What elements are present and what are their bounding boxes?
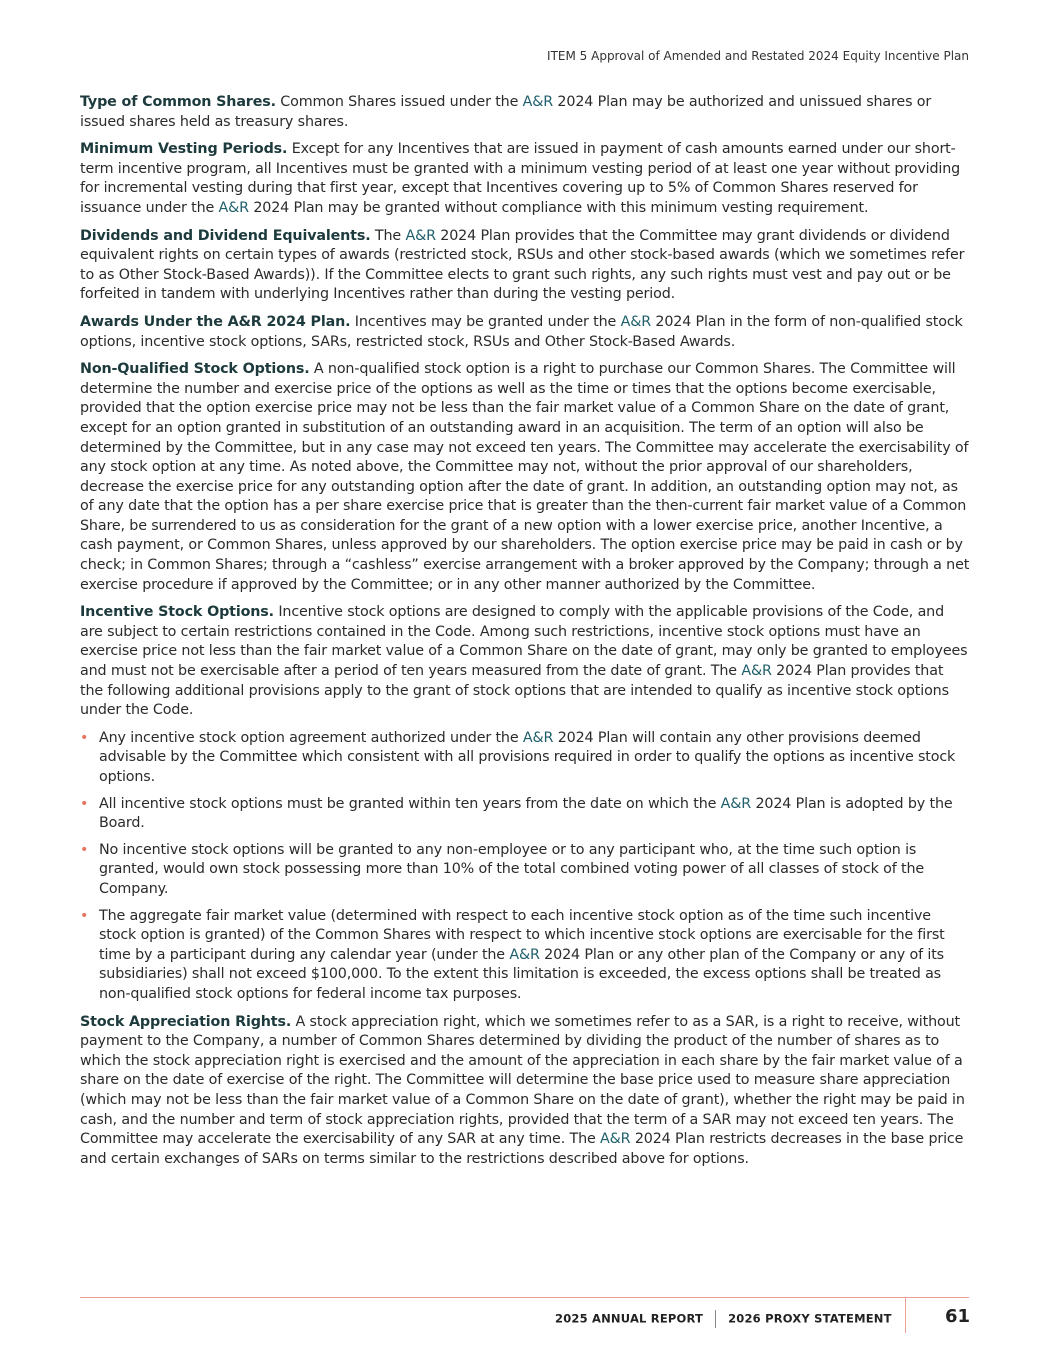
paragraph bbox=[80, 360, 970, 595]
bullet-list bbox=[80, 729, 970, 1005]
running-header: ITEM 5 Approval of Amended and Restated 2024 Equity Incentive Plan bbox=[547, 49, 969, 63]
paragraph-heading: Stock Appreciation Rights. bbox=[80, 1013, 292, 1030]
plan-link[interactable]: A&R bbox=[218, 199, 249, 216]
body-text: All incentive stock options must be granted within ten years from the date on which the bbox=[99, 795, 721, 812]
body-text: 2024 Plan provides that the following additional provisions apply to the grant of stock options that are intended to qualify as incentive stock options under the Code. bbox=[80, 663, 949, 719]
plan-link[interactable]: A&R bbox=[509, 946, 540, 963]
body-text: Any incentive stock option agreement authorized under the bbox=[99, 729, 523, 746]
plan-link[interactable]: A&R bbox=[600, 1131, 631, 1148]
footer-proxy-statement: 2026 PROXY STATEMENT bbox=[728, 1311, 892, 1326]
footer-rule bbox=[80, 1297, 969, 1298]
body-text: 2024 Plan may be authorized and unissued shares or issued shares held as treasury shares. bbox=[80, 94, 932, 130]
bullet-icon: • bbox=[80, 729, 89, 746]
paragraph bbox=[80, 313, 970, 352]
paragraph-heading: Incentive Stock Options. bbox=[80, 604, 274, 621]
body-text: No incentive stock options will be granted to any non-employee or to any participant who, at the time such option is granted, would own stock possessing more than 10% of the total combined voting power of all classes of stock of the Company. bbox=[99, 841, 924, 897]
document-body bbox=[80, 93, 970, 1177]
list-item bbox=[80, 841, 970, 900]
plan-link[interactable]: A&R bbox=[741, 663, 772, 680]
bullet-icon: • bbox=[80, 841, 89, 858]
footer bbox=[555, 1310, 892, 1328]
paragraph bbox=[80, 227, 970, 305]
plan-link[interactable]: A&R bbox=[405, 227, 436, 244]
body-text: The aggregate fair market value (determined with respect to each incentive stock option as of the time such incentive stock option is granted) of the Common Shares with respect to which incentive stock options are exercisable for the first time by a participant during any calendar year (under the bbox=[99, 907, 945, 963]
body-text: A stock appreciation right, which we sometimes refer to as a SAR, is a right to receive, without payment to the Company, a number of Common Shares determined by dividing the product of the number of shares as to which the stock appreciation right is exercised and the amount of the appreciation in each share by the fair market value of a share on the date of exercise of the right. The Committee will determine the base price used to measure share appreciation (which may not be less than the fair market value of a Common Share on the date of grant), whether the right may be paid in cash, and the number and term of stock appreciation rights, provided that the term of a SAR may not exceed ten years. The Committee may accelerate the exercisability of any SAR at any time. The bbox=[80, 1013, 965, 1148]
body-text: 2024 Plan or any other plan of the Company or any of its subsidiaries) shall not exceed $100,000. To the extent this limitation is exceeded, the excess options shall be treated as non-qualified stock options for federal income tax purposes. bbox=[99, 946, 944, 1002]
list-item bbox=[80, 795, 970, 834]
plan-link[interactable]: A&R bbox=[720, 795, 752, 812]
footer-divider bbox=[905, 1297, 906, 1333]
bullet-icon: • bbox=[80, 795, 89, 812]
plan-link[interactable]: A&R bbox=[522, 94, 554, 110]
list-item bbox=[80, 729, 970, 788]
plan-link[interactable]: A&R bbox=[522, 729, 554, 746]
bullet-icon: • bbox=[80, 907, 89, 924]
paragraph-heading: Awards Under the A&R 2024 Plan. bbox=[80, 313, 351, 330]
plan-link[interactable]: A&R bbox=[620, 313, 651, 330]
body-text: 2024 Plan will contain any other provisions deemed advisable by the Committee which consistent with all provisions required in order to qualify the options as incentive stock options. bbox=[99, 729, 956, 785]
paragraph bbox=[80, 603, 970, 721]
body-text: Except for any Incentives that are issued in payment of cash amounts earned under our short-term incentive program, all Incentives must be granted with a minimum vesting period of at least one year without providing for incremental vesting during that first year, except that Incentives covering up to 5% of Common Shares reserved for issuance under the bbox=[80, 141, 961, 216]
paragraph bbox=[80, 93, 970, 132]
body-text: 2024 Plan may be granted without compliance with this minimum vesting requirement. bbox=[248, 199, 869, 216]
body-text: The bbox=[370, 227, 406, 244]
body-text: A non-qualified stock option is a right to purchase our Common Shares. The Committee will determine the number and exercise price of the options as well as the time or times that the options become exercisable, provided that the option exercise price may not be less than the fair market value of a Common Share on the date of grant, except for an option granted in substitution of an outstanding award in an acquisition. The term of an option will also be determined by the Committee, but in any case may not exceed ten years. The Committee may accelerate the exercisability of any stock option at any time. As noted above, the Committee may not, without the prior approval of our shareholders, decrease the exercise price for any outstanding option after the date of grant. In addition, an outstanding option may not, as of any date that the option has a per share exercise price that is greater than the then-current fair market value of a Common Share, be surrendered to us as consideration for the grant of a new option with a lower exercise price, another Incentive, a cash payment, or Common Shares, unless approved by our shareholders. The option exercise price may be paid in cash or by check; in Common Shares; through a “cashless” exercise arrangement with a broker approved by the Company; through a net exercise procedure if approved by the Committee; or in any other manner authorized by the Committee. bbox=[80, 361, 970, 593]
paragraph bbox=[80, 1013, 970, 1170]
paragraph-heading: Non-Qualified Stock Options. bbox=[80, 361, 310, 378]
paragraph bbox=[80, 140, 970, 218]
paragraph-heading: Minimum Vesting Periods. bbox=[80, 141, 288, 158]
body-text: 2024 Plan is adopted by the Board. bbox=[99, 795, 953, 832]
footer-separator bbox=[715, 1310, 716, 1328]
list-item bbox=[80, 907, 970, 1005]
body-text: Common Shares issued under the bbox=[275, 94, 523, 110]
footer-annual-report: 2025 ANNUAL REPORT bbox=[555, 1311, 704, 1326]
body-text: 2024 Plan restricts decreases in the base price and certain exchanges of SARs on terms similar to the restrictions described above for options. bbox=[80, 1131, 964, 1167]
paragraph-heading: Type of Common Shares. bbox=[80, 94, 276, 110]
body-text: 2024 Plan in the form of non-qualified stock options, incentive stock options, SARs, restricted stock, RSUs and Other Stock-Based Awards. bbox=[80, 313, 963, 350]
body-text: Incentive stock options are designed to comply with the applicable provisions of the Code, and are subject to certain restrictions contained in the Code. Among such restrictions, incentive stock options must have an exercise price not less than the fair market value of a Common Share on the date of grant, may only be granted to employees and must not be exercisable after a period of ten years measured from the date of grant. The bbox=[80, 604, 968, 680]
body-text: 2024 Plan provides that the Committee may grant dividends or dividend equivalent rights on certain types of awards (restricted stock, RSUs and other stock-based awards (which we sometimes refer to as Other Stock-Based Awards)). If the Committee elects to grant such rights, any such rights must vest and pay out or be forfeited in tandem with underlying Incentives rather than during the vesting period. bbox=[80, 227, 965, 303]
body-text: Incentives may be granted under the bbox=[350, 313, 621, 330]
page-number: 61 bbox=[945, 1306, 971, 1327]
paragraph-heading: Dividends and Dividend Equivalents. bbox=[80, 227, 371, 244]
